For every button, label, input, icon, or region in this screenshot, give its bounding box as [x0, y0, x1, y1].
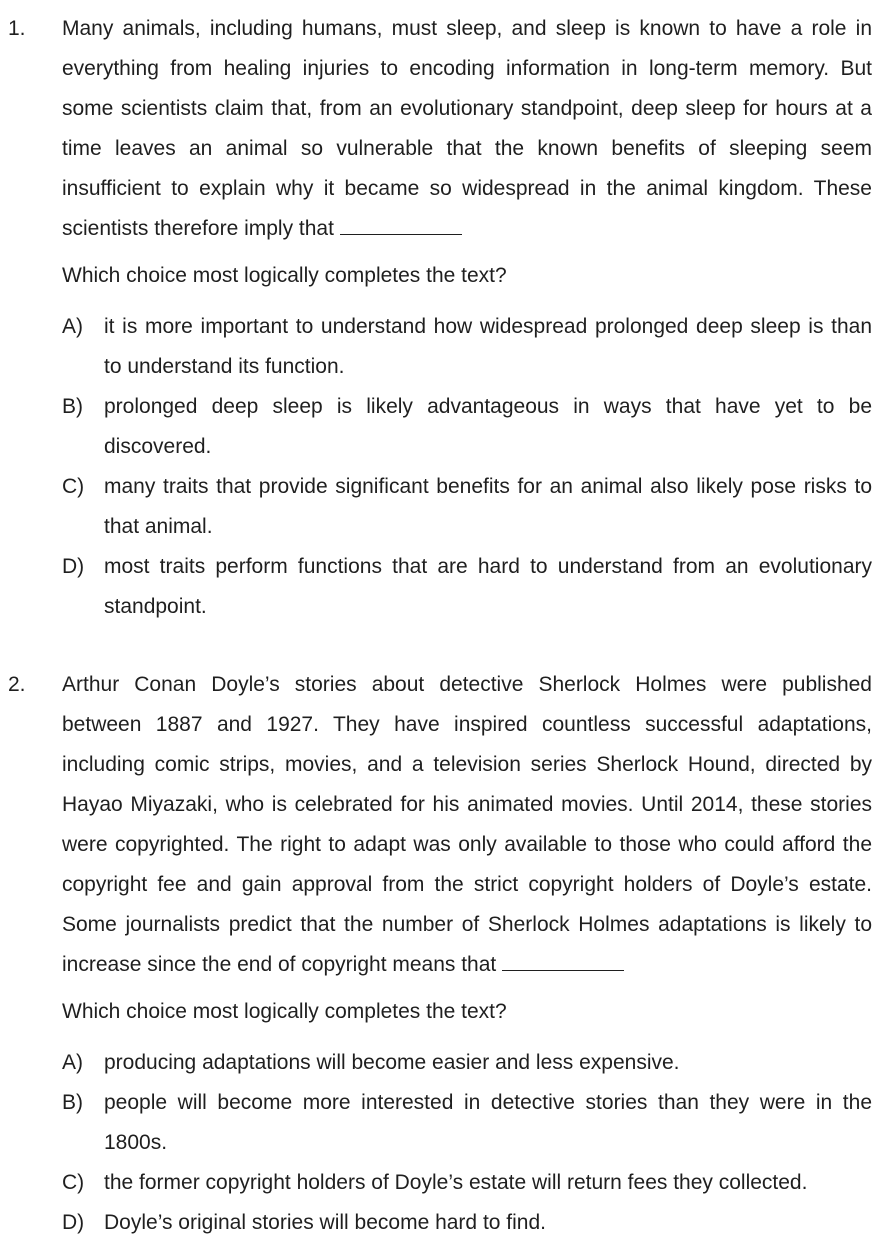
choice-text: prolonged deep sleep is likely advantageous in ways that have yet to be discovered.: [104, 395, 872, 458]
choice-letter: A): [62, 315, 83, 338]
choice-letter: B): [62, 1091, 83, 1114]
question-body: [62, 9, 872, 627]
question-number: 2.: [8, 673, 26, 696]
answer-blank: [502, 948, 624, 971]
answer-choice-c[interactable]: [62, 1163, 872, 1203]
question-body: [62, 665, 872, 1243]
answer-choice-d[interactable]: [62, 1203, 872, 1243]
question-prompt: Which choice most logically completes the text?: [62, 1000, 507, 1023]
choice-letter: D): [62, 1211, 85, 1234]
passage-text: Many animals, including humans, must sleep, and sleep is known to have a role in everything from healing injuries to encoding information in long-term memory. But some scientists claim that, from an evolutionary standpoint, deep sleep for hours at a time leaves an animal so vulnerable that the known benefits of sleeping seem insufficient to explain why it became so widespread in the animal kingdom. These scientists therefore imply that: [62, 17, 872, 240]
answer-choice-a[interactable]: [62, 307, 872, 387]
passage-text: Arthur Conan Doyle’s stories about detective Sherlock Holmes were published between 1887 and 1927. They have inspired countless successful adaptations, including comic strips, movies, and a television series Sherlock Hound, directed by Hayao Miyazaki, who is celebrated for his animated movies. Until 2014, these stories were copyrighted. The right to adapt was only available to those who could afford the copyright fee and gain approval from the strict copyright holders of Doyle’s estate. Some journalists predict that the number of Sherlock Holmes adaptations is likely to increase since the end of copyright means that: [62, 673, 872, 976]
answer-choice-c[interactable]: [62, 467, 872, 547]
choice-text: many traits that provide significant benefits for an animal also likely pose risks to that animal.: [104, 475, 872, 538]
answer-choice-a[interactable]: [62, 1043, 872, 1083]
question-passage: [62, 9, 872, 249]
choice-text: Doyle’s original stories will become hard to find.: [104, 1211, 546, 1234]
choice-letter: C): [62, 475, 85, 498]
question-1: [0, 9, 890, 627]
question-2: [0, 665, 890, 1243]
choice-letter: D): [62, 555, 85, 578]
choice-letter: B): [62, 395, 83, 418]
answer-choice-b[interactable]: [62, 1083, 872, 1163]
answer-choices: [62, 1043, 872, 1243]
choice-text: most traits perform functions that are hard to understand from an evolutionary standpoint.: [104, 555, 872, 618]
choice-text: it is more important to understand how widespread prolonged deep sleep is than to understand its function.: [104, 315, 872, 378]
choice-text: producing adaptations will become easier and less expensive.: [104, 1051, 680, 1074]
answer-blank: [340, 212, 462, 235]
choice-text: people will become more interested in detective stories than they were in the 1800s.: [104, 1091, 872, 1154]
choice-letter: C): [62, 1171, 85, 1194]
answer-choice-d[interactable]: [62, 547, 872, 627]
answer-choice-b[interactable]: [62, 387, 872, 467]
question-number: 1.: [8, 17, 26, 40]
answer-choices: [62, 307, 872, 627]
choice-text: the former copyright holders of Doyle’s estate will return fees they collected.: [104, 1171, 808, 1194]
question-passage: [62, 665, 872, 985]
question-prompt: Which choice most logically completes the text?: [62, 264, 507, 287]
choice-letter: A): [62, 1051, 83, 1074]
